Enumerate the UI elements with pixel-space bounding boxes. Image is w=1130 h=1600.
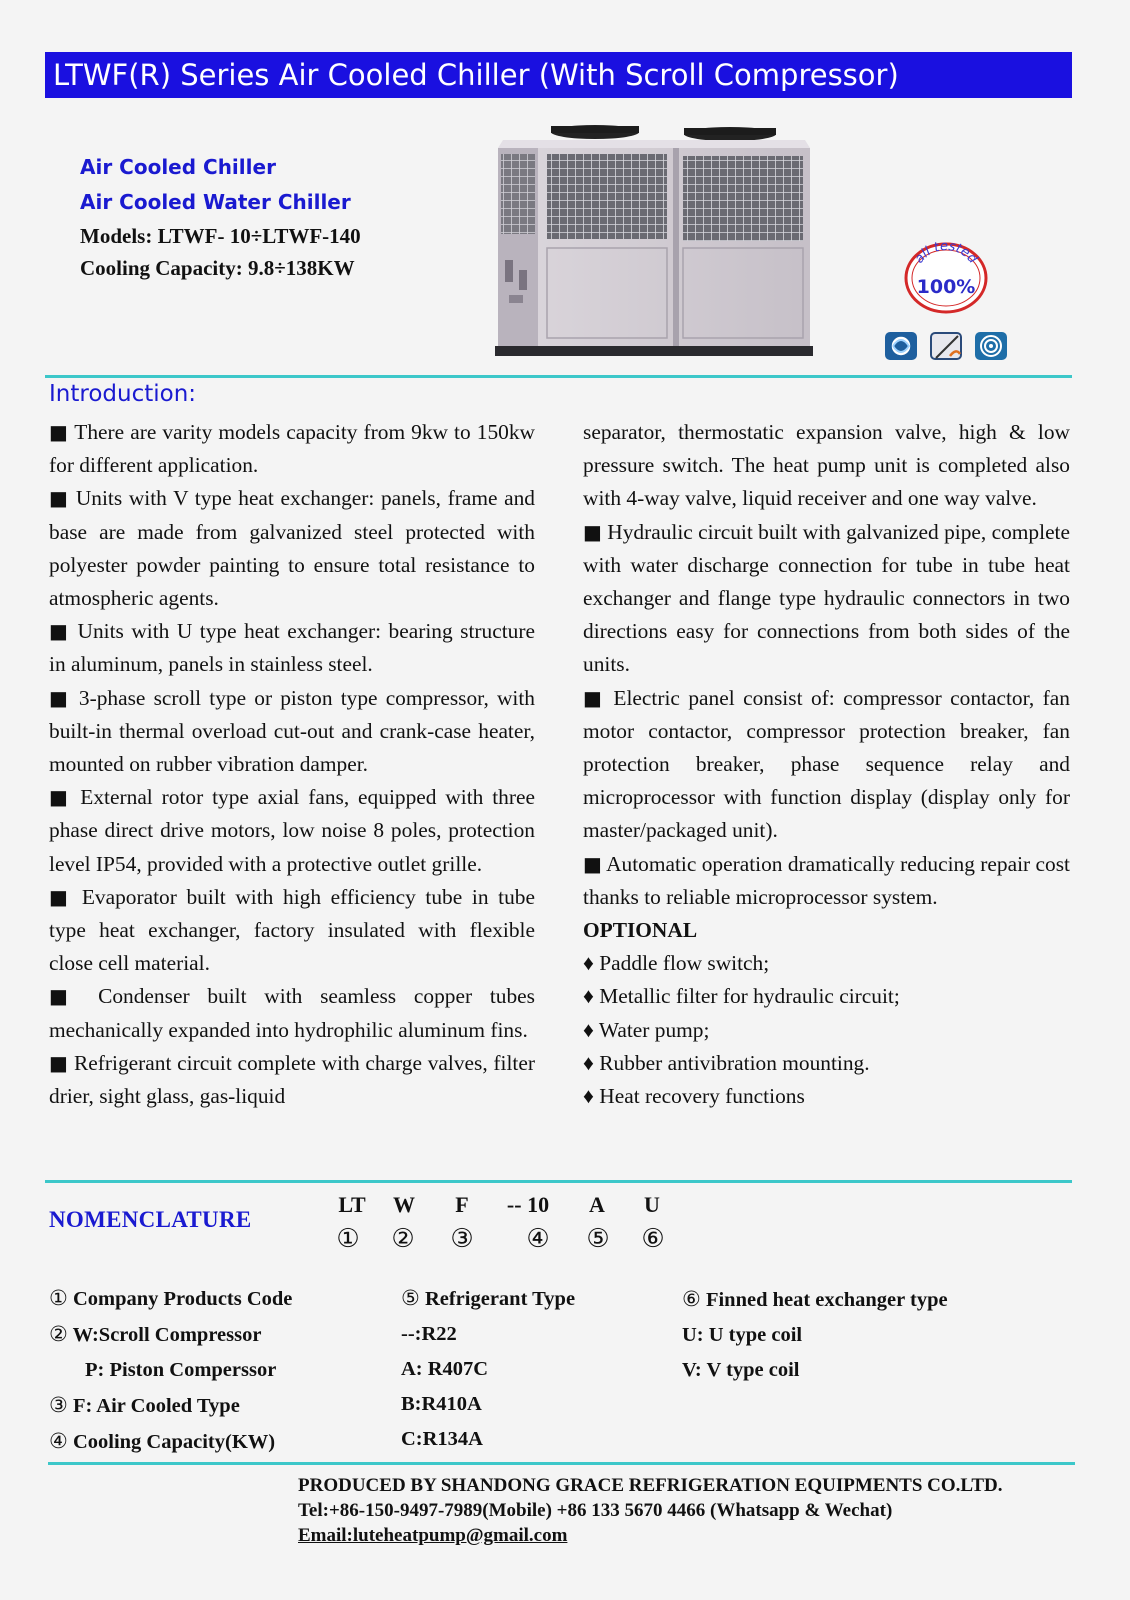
bullet-square-icon: ■ <box>583 685 605 710</box>
code-segment: A <box>589 1192 605 1217</box>
bullet-square-icon: ■ <box>49 1050 69 1075</box>
intro-bullet: ■ 3-phase scroll type or piston type compressor, with built-in thermal overload cut-out and crank-case heater, mounted on rubber vibration damper. <box>49 685 535 777</box>
legend-item: U: U type coil <box>682 1324 803 1346</box>
intro-bullet: ■ Units with U type heat exchanger: bearing structure in aluminum, panels in stainless steel. <box>49 619 535 677</box>
optional-item: ♦ Metallic filter for hydraulic circuit; <box>583 984 900 1009</box>
code-number: ① <box>336 1224 360 1254</box>
optional-item: ♦ Paddle flow switch; <box>583 951 770 976</box>
legend-item: --:R22 <box>401 1323 457 1345</box>
bullet-square-icon: ■ <box>49 486 70 511</box>
diamond-bullet-icon: ♦ <box>583 984 594 1009</box>
product-name-primary: Air Cooled Chiller <box>80 155 276 179</box>
code-segment: F <box>455 1192 469 1217</box>
intro-bullet: ■ Refrigerant circuit complete with charge valves, filter drier, sight glass, gas-liquid <box>49 1050 535 1109</box>
product-name-secondary: Air Cooled Water Chiller <box>80 190 351 214</box>
intro-bullet: ■ Electric panel consist of: compressor contactor, fan motor contactor, compressor protection breaker, fan protection breaker, phase sequence relay and microprocessor with function display (display only for master/packaged unit). <box>583 685 1070 843</box>
intro-heading: Introduction: <box>49 381 197 407</box>
legend-item: C:R134A <box>401 1428 483 1450</box>
bullet-square-icon: ■ <box>49 685 71 710</box>
legend-column-1 <box>49 1281 292 1460</box>
legend-item: ② W:Scroll Compressor <box>49 1322 262 1346</box>
intro-bullet: ■ External rotor type axial fans, equipped with three phase direct drive motors, low noise 8 poles, protection level IP54, provided with a protective outlet grille. <box>49 785 535 876</box>
code-segment: LT <box>338 1192 366 1217</box>
intro-bullet: ■ Hydraulic circuit built with galvanized pipe, complete with water discharge connection for tube in tube heat exchanger and flange type hydraulic connectors in two directions easy for connections from both sides of the units. <box>583 519 1070 677</box>
code-number: ⑤ <box>586 1224 610 1254</box>
legend-item: ① Company Products Code <box>49 1286 293 1310</box>
cooling-capacity: Cooling Capacity: 9.8÷138KW <box>80 256 355 280</box>
legend-item: P: Piston Comperssor <box>85 1359 277 1381</box>
chiller-unit-image <box>495 120 825 370</box>
intro-bullet: ■ Units with V type heat exchanger: panels, frame and base are made from galvanized steel protected with polyester powder painting to ensure total resistance to atmospheric agents. <box>49 486 535 611</box>
code-segment: W <box>393 1192 415 1217</box>
legend-item: B:R410A <box>401 1393 482 1415</box>
diamond-bullet-icon: ♦ <box>583 1084 594 1109</box>
footer <box>298 1473 1002 1548</box>
slash-cert-icon <box>930 332 962 360</box>
bullet-square-icon: ■ <box>49 884 73 909</box>
optional-heading: OPTIONAL <box>583 918 698 943</box>
badge-percent: 100% <box>916 276 976 298</box>
bullet-square-icon: ■ <box>49 785 72 810</box>
swirl-cert-icon <box>885 332 917 360</box>
divider-bottom <box>48 1462 1075 1465</box>
diamond-bullet-icon: ♦ <box>583 951 594 976</box>
bullet-square-icon: ■ <box>49 420 69 444</box>
legend-item: ⑤ Refrigerant Type <box>401 1286 576 1310</box>
legend-item: ③ F: Air Cooled Type <box>49 1393 240 1417</box>
bullet-square-icon: ■ <box>49 984 81 1009</box>
product-summary <box>80 150 361 284</box>
bullet-square-icon: ■ <box>49 619 71 644</box>
legend-item: A: R407C <box>401 1358 489 1380</box>
intro-column-right <box>583 416 1070 1113</box>
code-number: ③ <box>450 1224 474 1254</box>
divider-middle <box>45 1180 1072 1183</box>
intro-bullet: ■ There are varity models capacity from 9kw to 150kw for different application. <box>49 420 535 478</box>
optional-item: ♦ Rubber antivibration mounting. <box>583 1050 870 1075</box>
code-number: ② <box>391 1224 415 1254</box>
diamond-bullet-icon: ♦ <box>583 1017 594 1042</box>
divider-top <box>45 375 1072 378</box>
diamond-bullet-icon: ♦ <box>583 1050 594 1075</box>
footer-email[interactable]: Email:luteheatpump@gmail.com <box>298 1525 568 1546</box>
legend-column-3 <box>682 1282 948 1388</box>
code-number: ④ <box>526 1224 550 1254</box>
models-range: Models: LTWF- 10÷LTWF-140 <box>80 224 361 248</box>
optional-item: ♦ Heat recovery functions <box>583 1084 805 1109</box>
legend-item: ⑥ Finned heat exchanger type <box>682 1287 948 1311</box>
legend-item: ④ Cooling Capacity(KW) <box>49 1429 276 1453</box>
intro-bullet: ■ Condenser built with seamless copper tubes mechanically expanded into hydrophilic aluminum fins. <box>49 984 535 1042</box>
nomenclature-label: NOMENCLATURE <box>49 1207 252 1232</box>
bullet-square-icon: ■ <box>583 519 602 544</box>
legend-item: V: V type coil <box>682 1359 800 1381</box>
intro-bullet: ■ Evaporator built with high efficiency tube in tube type heat exchanger, factory insulated with flexible close cell material. <box>49 884 535 976</box>
badge-top-text: all tested <box>911 238 981 267</box>
footer-company: PRODUCED BY SHANDONG GRACE REFRIGERATION EQUIPMENTS CO.LTD. <box>298 1475 1003 1496</box>
certification-icons <box>885 332 1016 360</box>
code-segment: -- 10 <box>506 1192 550 1217</box>
code-segment: U <box>644 1192 660 1217</box>
page-title: LTWF(R) Series Air Cooled Chiller (With Scroll Compressor) <box>45 52 1072 98</box>
intro-column-left <box>49 416 535 1113</box>
spiral-cert-icon <box>975 332 1007 360</box>
code-number: ⑥ <box>641 1224 665 1254</box>
bullet-square-icon: ■ <box>583 851 602 876</box>
optional-item: ♦ Water pump; <box>583 1017 710 1042</box>
intro-continuation: separator, thermostatic expansion valve, high & low pressure switch. The heat pump unit is completed also with 4-way valve, liquid receiver and one way valve. <box>583 420 1070 511</box>
footer-phone: Tel:+86-150-9497-7989(Mobile) +86 133 5670 4466 (Whatsapp & Wechat) <box>298 1500 893 1521</box>
legend-column-2 <box>401 1281 575 1457</box>
tested-badge-icon <box>900 238 992 316</box>
intro-bullet: ■ Automatic operation dramatically reducing repair cost thanks to reliable microprocessor system. <box>583 851 1070 909</box>
